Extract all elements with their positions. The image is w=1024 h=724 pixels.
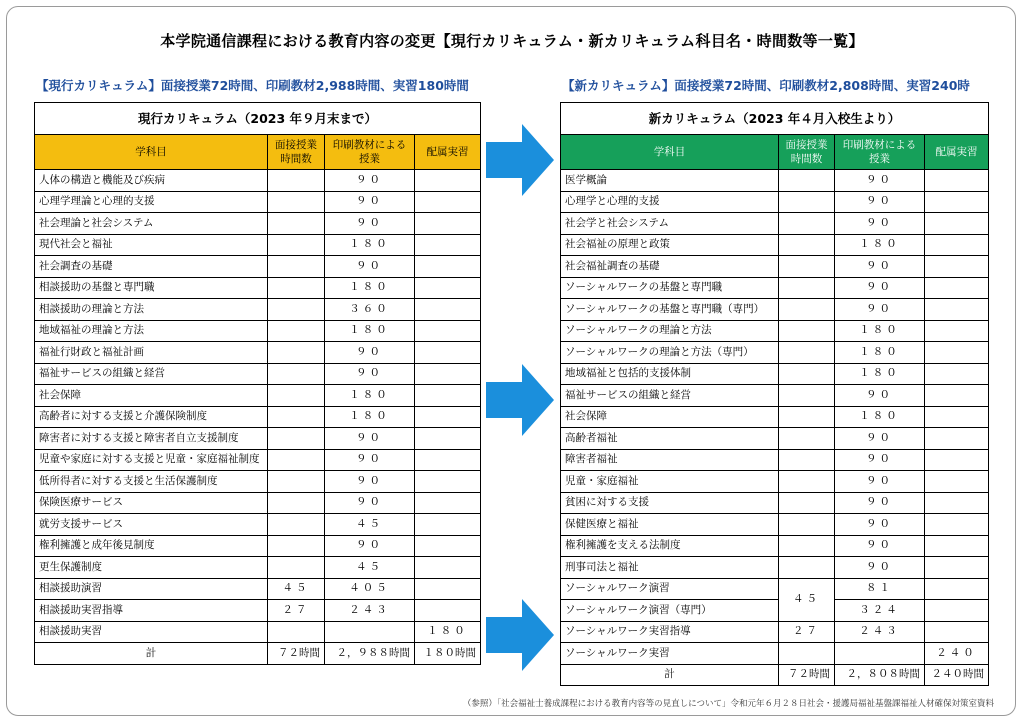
jisshu-cell — [925, 342, 989, 364]
insatsu-cell: ９０ — [325, 213, 415, 235]
insatsu-cell: １８０ — [835, 406, 925, 428]
insatsu-cell: ９０ — [835, 557, 925, 579]
table-row — [561, 342, 989, 364]
table-row — [35, 492, 481, 514]
mensetsu-cell — [779, 363, 835, 385]
insatsu-cell: ９０ — [835, 449, 925, 471]
mensetsu-cell — [268, 406, 325, 428]
mensetsu-cell — [779, 514, 835, 536]
table-row — [561, 385, 989, 407]
mensetsu-cell: ２７ — [779, 621, 835, 643]
insatsu-cell: １８０ — [835, 234, 925, 256]
mensetsu-cell — [779, 256, 835, 278]
insatsu-cell: ９０ — [325, 428, 415, 450]
insatsu-cell: ９０ — [835, 492, 925, 514]
jisshu-cell — [415, 557, 481, 579]
table-row — [561, 428, 989, 450]
subject-cell: 権利擁護と成年後見制度 — [35, 535, 268, 557]
mensetsu-cell — [779, 234, 835, 256]
table-row — [35, 170, 481, 192]
insatsu-cell: ９０ — [325, 492, 415, 514]
right-arrow-icon — [486, 595, 554, 675]
table-row — [35, 600, 481, 622]
subject-cell: 児童・家庭福祉 — [561, 471, 779, 493]
insatsu-cell: ４５ — [325, 514, 415, 536]
jisshu-cell — [925, 213, 989, 235]
mensetsu-cell — [268, 234, 325, 256]
insatsu-cell — [835, 643, 925, 665]
jisshu-cell — [415, 514, 481, 536]
insatsu-cell: ２４３ — [835, 621, 925, 643]
mensetsu-cell — [779, 449, 835, 471]
insatsu-cell: １８０ — [835, 342, 925, 364]
mensetsu-cell — [779, 643, 835, 665]
header-insatsu: 印刷教材による授業 — [835, 135, 925, 170]
insatsu-cell: １８０ — [325, 234, 415, 256]
table-row — [561, 170, 989, 192]
jisshu-cell — [415, 471, 481, 493]
mensetsu-cell — [779, 299, 835, 321]
right-arrow-icon — [486, 120, 554, 200]
insatsu-cell: ３２４ — [835, 600, 925, 622]
insatsu-cell: １８０ — [325, 385, 415, 407]
insatsu-cell: ９０ — [835, 277, 925, 299]
mensetsu-cell — [268, 299, 325, 321]
jisshu-cell — [415, 363, 481, 385]
jisshu-cell: ２４０ — [925, 643, 989, 665]
table-row — [561, 406, 989, 428]
table-row — [561, 299, 989, 321]
jisshu-cell — [925, 191, 989, 213]
subject-cell: 地域福祉の理論と方法 — [35, 320, 268, 342]
mensetsu-cell — [779, 471, 835, 493]
jisshu-cell — [415, 535, 481, 557]
mensetsu-cell — [268, 557, 325, 579]
table-row — [35, 578, 481, 600]
mensetsu-cell — [779, 428, 835, 450]
subject-cell: 貧困に対する支援 — [561, 492, 779, 514]
subject-cell: 更生保護制度 — [35, 557, 268, 579]
subject-cell: 社会理論と社会システム — [35, 213, 268, 235]
insatsu-cell: ９０ — [325, 170, 415, 192]
subject-cell: 福祉行財政と福祉計画 — [35, 342, 268, 364]
subject-cell: ソーシャルワークの理論と方法 — [561, 320, 779, 342]
jisshu-cell — [925, 234, 989, 256]
subject-cell: 社会福祉の原理と政策 — [561, 234, 779, 256]
table-row — [35, 299, 481, 321]
table-row — [35, 406, 481, 428]
subject-cell: 児童や家庭に対する支援と児童・家庭福祉制度 — [35, 449, 268, 471]
insatsu-cell: １８０ — [835, 363, 925, 385]
subject-cell: ソーシャルワーク実習 — [561, 643, 779, 665]
table-row — [561, 277, 989, 299]
mensetsu-cell — [779, 170, 835, 192]
total-insatsu: ２，９８８時間 — [325, 643, 415, 665]
insatsu-cell: ４０５ — [325, 578, 415, 600]
jisshu-cell — [925, 471, 989, 493]
insatsu-cell: ９０ — [835, 471, 925, 493]
table-row — [561, 471, 989, 493]
subject-cell: 福祉サービスの組織と経営 — [561, 385, 779, 407]
insatsu-cell: １８０ — [325, 320, 415, 342]
jisshu-cell — [415, 277, 481, 299]
table-row — [561, 600, 989, 622]
insatsu-cell: １８０ — [325, 406, 415, 428]
subject-cell: ソーシャルワーク演習 — [561, 578, 779, 600]
subject-cell: 低所得者に対する支援と生活保護制度 — [35, 471, 268, 493]
subject-cell: 医学概論 — [561, 170, 779, 192]
jisshu-cell — [925, 600, 989, 622]
insatsu-cell: ２４３ — [325, 600, 415, 622]
subject-cell: 現代社会と福祉 — [35, 234, 268, 256]
mensetsu-cell — [268, 428, 325, 450]
mensetsu-cell — [779, 342, 835, 364]
mensetsu-cell: ４５ — [268, 578, 325, 600]
table-row — [561, 557, 989, 579]
jisshu-cell — [415, 234, 481, 256]
insatsu-cell: ９０ — [835, 299, 925, 321]
mensetsu-cell — [268, 471, 325, 493]
table-row — [561, 320, 989, 342]
jisshu-cell — [925, 406, 989, 428]
jisshu-cell — [415, 578, 481, 600]
table-row — [561, 535, 989, 557]
header-subject: 学科目 — [561, 135, 779, 170]
jisshu-cell — [415, 449, 481, 471]
mensetsu-cell — [779, 277, 835, 299]
jisshu-cell — [415, 299, 481, 321]
mensetsu-cell — [779, 320, 835, 342]
header-jisshu: 配属実習 — [415, 135, 481, 170]
jisshu-cell — [925, 578, 989, 600]
insatsu-cell — [325, 621, 415, 643]
mensetsu-cell — [268, 492, 325, 514]
mensetsu-cell — [268, 621, 325, 643]
total-mensetsu: ７２時間 — [779, 664, 835, 686]
jisshu-cell — [415, 342, 481, 364]
insatsu-cell: ４５ — [325, 557, 415, 579]
mensetsu-cell — [268, 191, 325, 213]
insatsu-cell: ９０ — [835, 170, 925, 192]
mensetsu-cell — [779, 191, 835, 213]
subject-cell: 相談援助演習 — [35, 578, 268, 600]
subject-cell: 相談援助の理論と方法 — [35, 299, 268, 321]
header-subject: 学科目 — [35, 135, 268, 170]
subject-cell: 福祉サービスの組織と経営 — [35, 363, 268, 385]
mensetsu-cell — [779, 535, 835, 557]
jisshu-cell — [415, 170, 481, 192]
jisshu-cell — [415, 213, 481, 235]
mensetsu-cell — [268, 256, 325, 278]
table-row — [35, 621, 481, 643]
total-label: 計 — [35, 643, 268, 665]
jisshu-cell — [415, 191, 481, 213]
insatsu-cell: ９０ — [835, 191, 925, 213]
jisshu-cell — [925, 514, 989, 536]
subject-cell: 高齢者に対する支援と介護保険制度 — [35, 406, 268, 428]
insatsu-cell: ９０ — [835, 514, 925, 536]
mensetsu-cell — [268, 342, 325, 364]
jisshu-cell — [415, 406, 481, 428]
jisshu-cell — [925, 621, 989, 643]
total-row — [561, 664, 989, 686]
table-row — [561, 621, 989, 643]
mensetsu-cell — [268, 385, 325, 407]
jisshu-cell — [925, 428, 989, 450]
subject-cell: 高齢者福祉 — [561, 428, 779, 450]
total-jisshu: ２４０時間 — [925, 664, 989, 686]
table-row — [561, 514, 989, 536]
header-jisshu: 配属実習 — [925, 135, 989, 170]
table-row — [35, 256, 481, 278]
jisshu-cell — [925, 277, 989, 299]
mensetsu-cell — [268, 277, 325, 299]
table-row — [35, 277, 481, 299]
table-row — [35, 234, 481, 256]
insatsu-cell: ９０ — [325, 256, 415, 278]
subject-cell: 相談援助の基盤と専門職 — [35, 277, 268, 299]
jisshu-cell — [415, 600, 481, 622]
jisshu-cell — [415, 320, 481, 342]
mensetsu-cell: ２７ — [268, 600, 325, 622]
table-row — [35, 213, 481, 235]
reference-footnote: （参照）「社会福祉士養成課程における教育内容等の見直しについて」令和元年６月２８日社会・援護局福祉基盤課福祉人材確保対策室資料 — [462, 699, 994, 709]
insatsu-cell: ３６０ — [325, 299, 415, 321]
total-mensetsu: ７２時間 — [268, 643, 325, 665]
insatsu-cell: ９０ — [835, 428, 925, 450]
mensetsu-cell — [268, 363, 325, 385]
table-row — [35, 342, 481, 364]
jisshu-cell: １８０ — [415, 621, 481, 643]
total-insatsu: ２，８０８時間 — [835, 664, 925, 686]
subject-cell: 就労支援サービス — [35, 514, 268, 536]
table-row — [35, 535, 481, 557]
table-row — [35, 191, 481, 213]
subject-cell: 障害者に対する支援と障害者自立支援制度 — [35, 428, 268, 450]
subject-cell: 相談援助実習指導 — [35, 600, 268, 622]
insatsu-cell: ８１ — [835, 578, 925, 600]
jisshu-cell — [415, 385, 481, 407]
insatsu-cell: ９０ — [325, 471, 415, 493]
subject-cell: 社会学と社会システム — [561, 213, 779, 235]
left-summary: 【現行カリキュラム】面接授業72時間、印刷教材2,988時間、実習180時間 — [36, 78, 469, 93]
table-row — [561, 256, 989, 278]
table-row — [561, 578, 989, 600]
table-row — [561, 492, 989, 514]
mensetsu-cell — [268, 449, 325, 471]
table-row — [561, 234, 989, 256]
jisshu-cell — [925, 492, 989, 514]
table-row — [35, 385, 481, 407]
table-row — [35, 471, 481, 493]
mensetsu-cell — [268, 514, 325, 536]
insatsu-cell: ９０ — [325, 363, 415, 385]
right-summary: 【新カリキュラム】面接授業72時間、印刷教材2,808時間、実習240時 — [562, 78, 970, 93]
total-jisshu: １８０時間 — [415, 643, 481, 665]
jisshu-cell — [415, 256, 481, 278]
right-arrow-icon — [486, 360, 554, 440]
insatsu-cell: ９０ — [835, 213, 925, 235]
subject-cell: 保険医療サービス — [35, 492, 268, 514]
table-row — [35, 320, 481, 342]
jisshu-cell — [925, 535, 989, 557]
mensetsu-cell — [268, 535, 325, 557]
mensetsu-cell — [779, 406, 835, 428]
mensetsu-cell: ４５ — [779, 578, 835, 621]
insatsu-cell: ９０ — [835, 385, 925, 407]
header-insatsu: 印刷教材による授業 — [325, 135, 415, 170]
table-row — [35, 449, 481, 471]
current-table-title: 現行カリキュラム（2023 年９月末まで） — [35, 103, 481, 135]
table-row — [35, 363, 481, 385]
table-row — [35, 428, 481, 450]
table-row — [561, 449, 989, 471]
new-curriculum-table — [560, 102, 989, 686]
subject-cell: 社会保障 — [35, 385, 268, 407]
jisshu-cell — [925, 170, 989, 192]
mensetsu-cell — [779, 557, 835, 579]
subject-cell: 刑事司法と福祉 — [561, 557, 779, 579]
subject-cell: 障害者福祉 — [561, 449, 779, 471]
mensetsu-cell — [268, 170, 325, 192]
subject-cell: 権利擁護を支える法制度 — [561, 535, 779, 557]
jisshu-cell — [415, 428, 481, 450]
subject-cell: ソーシャルワークの基盤と専門職（専門） — [561, 299, 779, 321]
insatsu-cell: １８０ — [325, 277, 415, 299]
table-row — [35, 514, 481, 536]
total-row — [35, 643, 481, 665]
header-mensetsu: 面接授業時間数 — [779, 135, 835, 170]
jisshu-cell — [925, 385, 989, 407]
insatsu-cell: ９０ — [325, 342, 415, 364]
mensetsu-cell — [779, 213, 835, 235]
subject-cell: ソーシャルワーク演習（専門） — [561, 600, 779, 622]
insatsu-cell: ９０ — [325, 449, 415, 471]
table-row — [561, 191, 989, 213]
jisshu-cell — [925, 449, 989, 471]
jisshu-cell — [925, 256, 989, 278]
subject-cell: 人体の構造と機能及び疾病 — [35, 170, 268, 192]
new-table-title: 新カリキュラム（2023 年４月入校生より） — [561, 103, 989, 135]
insatsu-cell: ９０ — [325, 535, 415, 557]
subject-cell: ソーシャルワークの基盤と専門職 — [561, 277, 779, 299]
subject-cell: 地域福祉と包括的支援体制 — [561, 363, 779, 385]
subject-cell: 心理学理論と心理的支援 — [35, 191, 268, 213]
subject-cell: 心理学と心理的支援 — [561, 191, 779, 213]
jisshu-cell — [415, 492, 481, 514]
insatsu-cell: ９０ — [325, 191, 415, 213]
subject-cell: ソーシャルワーク実習指導 — [561, 621, 779, 643]
subject-cell: ソーシャルワークの理論と方法（専門） — [561, 342, 779, 364]
insatsu-cell: ９０ — [835, 256, 925, 278]
subject-cell: 相談援助実習 — [35, 621, 268, 643]
mensetsu-cell — [779, 385, 835, 407]
mensetsu-cell — [268, 213, 325, 235]
subject-cell: 社会保障 — [561, 406, 779, 428]
page-title: 本学院通信課程における教育内容の変更【現行カリキュラム・新カリキュラム科目名・時間数等一覧】 — [160, 32, 864, 50]
total-label: 計 — [561, 664, 779, 686]
subject-cell: 保健医療と福祉 — [561, 514, 779, 536]
header-mensetsu: 面接授業時間数 — [268, 135, 325, 170]
jisshu-cell — [925, 320, 989, 342]
mensetsu-cell — [779, 492, 835, 514]
current-curriculum-table — [34, 102, 481, 665]
table-row — [561, 363, 989, 385]
subject-cell: 社会調査の基礎 — [35, 256, 268, 278]
insatsu-cell: １８０ — [835, 320, 925, 342]
table-row — [35, 557, 481, 579]
jisshu-cell — [925, 299, 989, 321]
subject-cell: 社会福祉調査の基礎 — [561, 256, 779, 278]
mensetsu-cell — [268, 320, 325, 342]
jisshu-cell — [925, 363, 989, 385]
table-row — [561, 643, 989, 665]
jisshu-cell — [925, 557, 989, 579]
insatsu-cell: ９０ — [835, 535, 925, 557]
table-row — [561, 213, 989, 235]
